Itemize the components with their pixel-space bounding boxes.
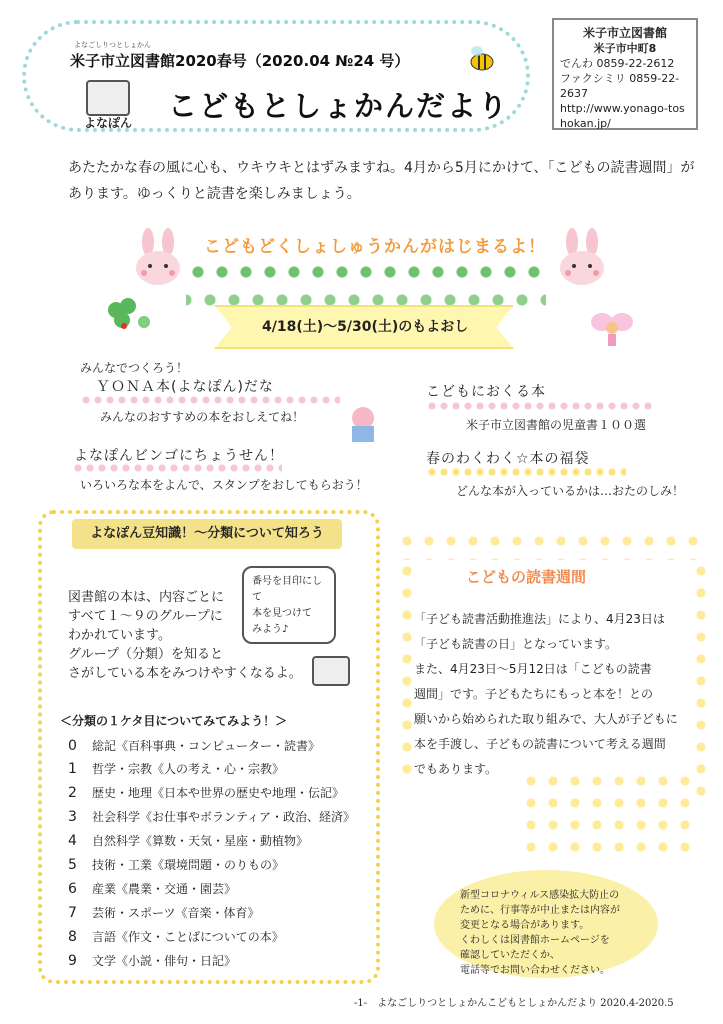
speech-bubble [242, 566, 336, 644]
class-item [68, 808, 355, 825]
contact-box [552, 18, 698, 130]
page-title: こどもとしょかんだより [168, 89, 510, 123]
reading-pig-icon [342, 404, 384, 446]
class-item [68, 880, 236, 897]
class-item [68, 832, 308, 849]
class-label: 哲学・宗教《人の考え・心・宗教》 [92, 762, 285, 776]
event-title: 春のわくわく☆本の福袋 [426, 451, 590, 467]
event-desc: みんなのおすすめの本をおしえてね！ [100, 410, 305, 424]
library-address: 米子市中町8 [593, 42, 657, 55]
class-number: 8 [68, 929, 77, 945]
flower-decoration [396, 560, 414, 780]
class-item [68, 784, 344, 801]
class-item [68, 928, 284, 945]
fairy-icon [588, 306, 634, 356]
bunny-icon [554, 228, 610, 286]
library-name: 米子市立図書館 [582, 26, 667, 40]
class-number: 5 [68, 857, 77, 873]
knowledge-line: すべて１～９のグループに [68, 609, 223, 624]
class-number: 2 [68, 785, 77, 801]
library-phone: でんわ 0859-22-2612 [560, 57, 675, 70]
class-item [68, 760, 284, 777]
yonapon-icon [312, 656, 350, 686]
class-item [68, 952, 236, 969]
issue-line: 米子市立図書館2020春号（2020.04 №24 号） [70, 52, 410, 70]
bee-icon [464, 44, 500, 76]
class-item [68, 856, 284, 873]
class-number: 1 [68, 761, 77, 777]
knowledge-line: グループ（分類）を知ると [68, 647, 223, 662]
event-desc: 米子市立図書館の児童書１００選 [466, 418, 647, 432]
class-label: 言語《作文・ことばについての本》 [92, 930, 284, 944]
class-label: 産業《農業・交通・園芸》 [92, 882, 237, 896]
class-label: 技術・工業《環境問題・のりもの》 [92, 858, 285, 872]
class-number: 6 [68, 881, 77, 897]
bubble-line: みよう♪ [252, 624, 289, 635]
notice-line: ために、行事等が中止または内容が [460, 905, 620, 916]
knowledge-line: わかれています。 [68, 628, 171, 643]
class-number: 0 [68, 738, 77, 754]
class-number: 3 [68, 809, 77, 825]
class-label: 芸術・スポーツ《音楽・体育》 [92, 906, 260, 920]
clover-decoration [186, 262, 546, 282]
notice-line: くわしくは図書館ホームページを [460, 935, 610, 946]
festival-dates: 4/18(土)～5/30(土)のもよおし [262, 319, 469, 335]
event-desc: いろいろな本をよんで、スタンプをおしてもらおう！ [80, 478, 368, 492]
class-number: 4 [68, 833, 77, 849]
page-footer: -1- よなごしりつとしょかんこどもとしょかんだより 2020.4-2020.5 [354, 998, 674, 1009]
bubble-line: 本を見つけて [252, 608, 312, 619]
clover-icon [100, 296, 156, 336]
flower-decoration [396, 530, 706, 560]
reading-week-line: 「子ども読書活動推進法」により、4月23日は [414, 612, 665, 626]
intro-text: あたたかな春の風に心も、ウキウキとはずみますね。4月から5月にかけて、「こどもの読書週間」があります。ゆっくりと読書を楽しみましょう。 [68, 160, 695, 202]
reading-week-line: また、4月23日～5月12日は「こどもの読書 [414, 662, 652, 676]
bubble-line: 番号を目印にして [252, 576, 322, 603]
class-number: 9 [68, 953, 77, 969]
dot-divider [426, 468, 626, 476]
issue-ruby: よなごしりつとしょかん [74, 41, 151, 49]
class-label: 総記《百科事典・コンピューター・読書》 [92, 739, 321, 753]
yonapon-logo-icon [86, 80, 130, 116]
event-title: よなぽんビンゴにちょうせん！ [74, 448, 284, 464]
reading-week-line: 週間」です。子どもたちにもっと本を！との [414, 687, 654, 701]
reading-week-line: 願いから始められた取り組みで、大人が子どもに [414, 712, 678, 726]
rapeseed-flowers-icon [520, 770, 700, 860]
class-label: 歴史・地理《日本や世界の歴史や地理・伝記》 [92, 786, 345, 800]
event-desc: どんな本が入っているかは…おたのしみ！ [456, 484, 685, 498]
dot-divider [72, 464, 282, 472]
knowledge-heading: よなぽん豆知識！～分類について知ろう [72, 519, 342, 549]
library-fax: ファクシミリ 0859-22-2637 [560, 72, 680, 100]
reading-week-line: 本を手渡し、子どもの読書について考える週間 [414, 737, 666, 751]
reading-week-line: 「子ども読書の日」となっています。 [414, 637, 618, 651]
reading-week-text [414, 607, 708, 782]
reading-week-title: こどもの読書週間 [466, 568, 587, 586]
event-title: ＹＯＮＡ本(よなぽん)だな [96, 379, 274, 395]
event-pre: みんなでつくろう！ [80, 361, 189, 375]
notice-oval [434, 870, 658, 978]
notice-line: 新型コロナウィルス感染拡大防止の [460, 890, 620, 901]
reading-week-line: でもあります。 [414, 762, 498, 776]
dot-divider [426, 402, 656, 410]
classification-heading: ＜分類の１ケタ目についてみてみよう！＞ [60, 714, 288, 728]
notice-line: 電話等でお問い合わせください。 [460, 965, 610, 976]
event-title: こどもにおくる本 [426, 384, 546, 400]
class-label: 社会科学《お仕事やボランティア・政治、経済》 [92, 810, 356, 824]
class-label: 自然科学《算数・天気・星座・動植物》 [92, 834, 309, 848]
festival-title: こどもどくしょしゅうかんがはじまるよ！ [204, 237, 546, 257]
class-number: 7 [68, 905, 77, 921]
library-url[interactable]: http://www.yonago-toshokan.jp/ [560, 102, 685, 130]
class-label: 文学《小説・俳句・日記》 [92, 954, 237, 968]
notice-line: 確認していただくか、 [460, 950, 560, 961]
knowledge-line: さがしている本をみつけやすくなるよ。 [68, 666, 302, 681]
class-item [68, 904, 260, 921]
logo-label: よなぽん [84, 116, 133, 130]
notice-line: 変更となる場合があります。 [460, 920, 590, 931]
dot-divider [80, 396, 340, 404]
bunny-icon [130, 228, 186, 286]
knowledge-line: 図書館の本は、内容ごとに [68, 590, 225, 605]
class-item [68, 737, 320, 754]
